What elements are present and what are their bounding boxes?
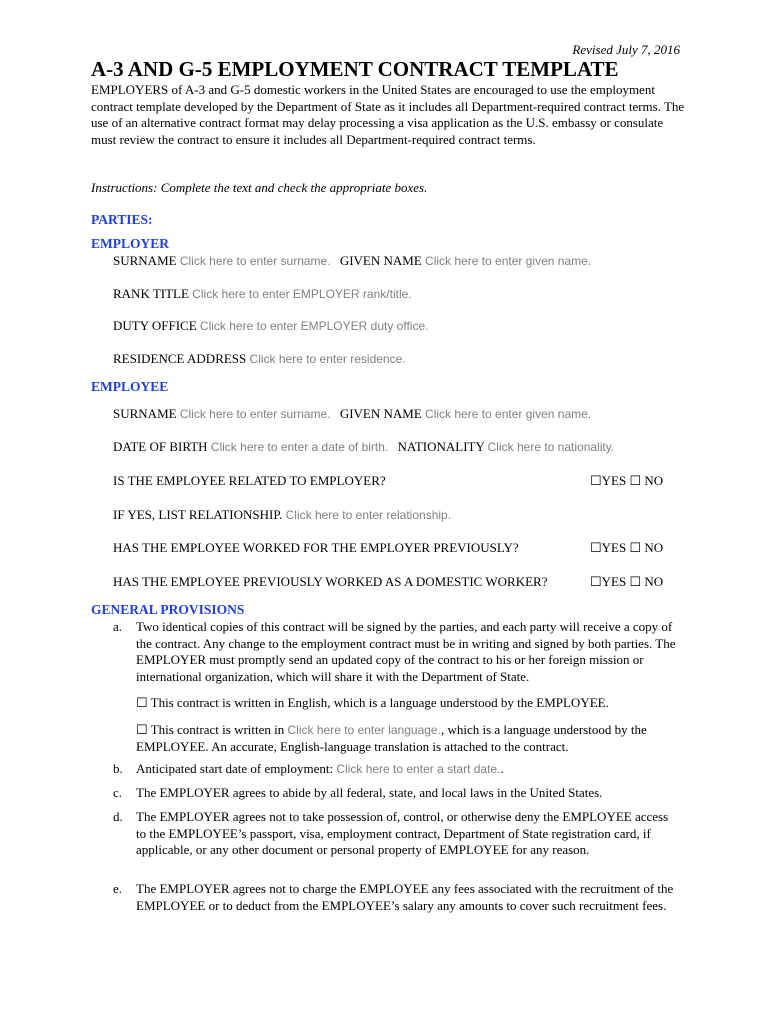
item-e-letter: e. <box>113 881 123 896</box>
item-a-text: Two identical copies of this contract will be signed by the parties, and each party will receive a copy of the contract. Any change to the employment contract must be in writing and signed by both parties. The EMPLOYER must promptly send an updated copy of the contract to his or her foreign mission or international organization, which will share it with the Department of State. <box>136 619 676 684</box>
page-title: A-3 AND G-5 EMPLOYMENT CONTRACT TEMPLATE <box>91 57 619 81</box>
item-d-letter: d. <box>113 809 123 824</box>
employee-surname-label: SURNAME <box>113 406 177 421</box>
employer-duty-label: DUTY OFFICE <box>113 318 197 333</box>
item-d-text: The EMPLOYER agrees not to take possession of, control, or otherwise deny the EMPLOYEE access to the EMPLOYEE’s passport, visa, employment contract, Department of State registration card, if applicable, or any other document or personal property of EMPLOYEE for any reason. <box>136 809 669 858</box>
item-a-letter: a. <box>113 619 123 634</box>
employer-rank-row <box>113 286 412 302</box>
employer-surname-field[interactable]: Click here to enter surname. <box>179 254 331 268</box>
employer-heading: EMPLOYER <box>91 236 170 251</box>
employer-name-row <box>113 253 591 269</box>
employer-residence-label: RESIDENCE ADDRESS <box>113 351 247 366</box>
related-options <box>590 473 663 489</box>
other-language-label-pre: This contract is written in <box>150 721 285 737</box>
employee-dob-label: DATE OF BIRTH <box>113 439 208 454</box>
worked-options <box>590 540 663 556</box>
employer-residence-field[interactable]: Click here to enter residence. <box>249 352 406 366</box>
related-yes-label: YES <box>601 473 627 488</box>
item-c-letter: c. <box>113 785 123 800</box>
worked-no-checkbox[interactable]: ☐ <box>629 540 642 555</box>
domestic-no-checkbox[interactable]: ☐ <box>629 574 642 589</box>
employee-given-name-field[interactable]: Click here to enter given name. <box>425 407 592 421</box>
employee-given-name-label: GIVEN NAME <box>339 406 422 421</box>
worked-yes-checkbox[interactable]: ☐ <box>590 540 602 555</box>
employer-duty-row <box>113 318 428 334</box>
employee-name-row <box>113 406 591 422</box>
employer-rank-label: RANK TITLE <box>113 286 189 301</box>
instructions: Instructions: Complete the text and check the appropriate boxes. <box>91 180 428 195</box>
intro-paragraph: EMPLOYERS of A-3 and G-5 domestic workers in the United States are encouraged to use the employment contract template developed by the Department of State as it includes all Department-required contract terms. The use of an alternative contract format may delay processing a visa application as the U.S. embassy or consulate must review the contract to ensure it includes all Department-required contract terms. <box>91 82 685 147</box>
employee-nationality-field[interactable]: Click here to nationality. <box>487 440 615 454</box>
related-no-label: NO <box>644 473 664 488</box>
employer-given-name-label: GIVEN NAME <box>339 253 422 268</box>
revised-date: Revised July 7, 2016 <box>572 42 680 57</box>
item-b-text: Anticipated start date of employment: <box>136 761 334 776</box>
item-c-text: The EMPLOYER agrees to abide by all federal, state, and local laws in the United States. <box>136 785 603 800</box>
employer-rank-field[interactable]: Click here to enter EMPLOYER rank/title. <box>192 287 412 301</box>
general-provisions-heading: GENERAL PROVISIONS <box>91 602 245 617</box>
domestic-no-label: NO <box>644 574 664 589</box>
relationship-row <box>113 507 451 523</box>
english-checkbox[interactable]: ☐ <box>136 695 148 711</box>
other-language-label-post: , which is a language understood by the EMPLOYEE. An accurate, English-language translation is attached to the contract. <box>136 721 647 754</box>
item-a-english-option <box>136 695 681 712</box>
item-a <box>136 619 681 755</box>
english-option-label: This contract is written in English, which is a language understood by the EMPLOYEE. <box>150 695 609 711</box>
domestic-question: HAS THE EMPLOYEE PREVIOUSLY WORKED AS A DOMESTIC WORKER? <box>113 574 548 589</box>
item-b-period: . <box>500 761 504 776</box>
item-b-letter: b. <box>113 761 123 776</box>
employer-given-name-field[interactable]: Click here to enter given name. <box>425 254 592 268</box>
item-e-text: The EMPLOYER agrees not to charge the EMPLOYEE any fees associated with the recruitment of the EMPLOYEE or to deduct from the EMPLOYEE’s salary any amounts to cover such recruitment fees. <box>136 881 674 913</box>
language-field[interactable]: Click here to enter language. <box>287 722 441 737</box>
relationship-label: IF YES, LIST RELATIONSHIP. <box>113 507 283 522</box>
employee-dob-row <box>113 439 614 455</box>
employee-dob-field[interactable]: Click here to enter a date of birth. <box>210 440 389 454</box>
employer-surname-label: SURNAME <box>113 253 177 268</box>
domestic-options <box>590 574 663 590</box>
domestic-yes-label: YES <box>601 574 627 589</box>
related-no-checkbox[interactable]: ☐ <box>629 473 642 488</box>
other-language-checkbox[interactable]: ☐ <box>136 721 148 737</box>
worked-yes-label: YES <box>601 540 627 555</box>
start-date-field[interactable]: Click here to enter a start date. <box>336 762 501 776</box>
parties-heading: PARTIES: <box>91 212 153 227</box>
employee-nationality-label: NATIONALITY <box>397 439 485 454</box>
employer-duty-field[interactable]: Click here to enter EMPLOYER duty office. <box>199 319 429 333</box>
related-question: IS THE EMPLOYEE RELATED TO EMPLOYER? <box>113 473 386 488</box>
related-yes-checkbox[interactable]: ☐ <box>590 473 602 488</box>
worked-no-label: NO <box>644 540 664 555</box>
relationship-field[interactable]: Click here to enter relationship. <box>285 508 452 522</box>
worked-question: HAS THE EMPLOYEE WORKED FOR THE EMPLOYER PREVIOUSLY? <box>113 540 519 555</box>
employer-residence-row <box>113 351 406 367</box>
item-b <box>136 761 681 778</box>
employee-heading: EMPLOYEE <box>91 379 169 394</box>
employee-surname-field[interactable]: Click here to enter surname. <box>179 407 331 421</box>
domestic-yes-checkbox[interactable]: ☐ <box>590 574 602 589</box>
item-a-other-language-option <box>136 722 681 755</box>
